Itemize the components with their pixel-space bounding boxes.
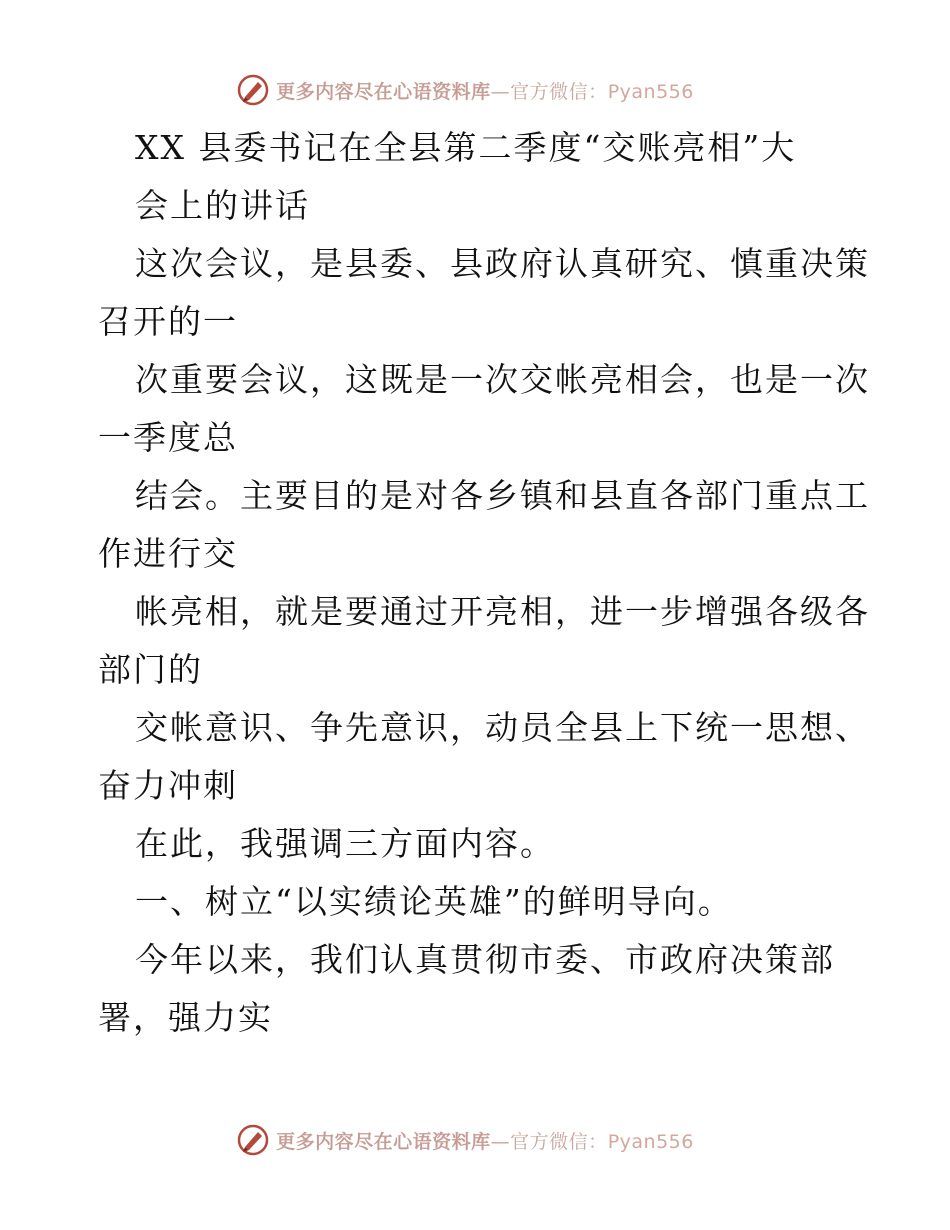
watermark-id: Pyan556 bbox=[607, 1130, 694, 1153]
doc-line: 作进行交 bbox=[98, 534, 238, 573]
doc-line: 结会。主要目的是对各乡镇和县直各部门重点工 bbox=[135, 476, 870, 515]
doc-line: 召开的一 bbox=[98, 302, 238, 341]
doc-line: 次重要会议，这既是一次交帐亮相会，也是一次 bbox=[135, 360, 870, 399]
doc-line: 交帐意识、争先意识，动员全县上下统一思想、 bbox=[135, 708, 870, 747]
header-watermark bbox=[0, 70, 950, 110]
watermark-main: 更多内容尽在心语资料库 bbox=[276, 80, 491, 103]
doc-line: 在此，我强调三方面内容。 bbox=[135, 824, 555, 863]
doc-line: 帐亮相，就是要通过开亮相，进一步增强各级各 bbox=[135, 592, 870, 631]
doc-title-line-1: XX 县委书记在全县第二季度“交账亮相”大 bbox=[135, 128, 797, 167]
pen-logo-icon bbox=[236, 73, 270, 107]
watermark-text bbox=[276, 1127, 694, 1154]
doc-line: 这次会议，是县委、县政府认真研究、慎重决策 bbox=[135, 244, 870, 283]
doc-heading-1: 一、树立“以实绩论英雄”的鲜明导向。 bbox=[135, 882, 733, 921]
doc-line: 今年以来，我们认真贯彻市委、市政府决策部 bbox=[135, 940, 835, 979]
watermark-dash: —官方微信： bbox=[490, 80, 608, 103]
footer-watermark bbox=[0, 1120, 950, 1160]
watermark-text bbox=[276, 77, 694, 104]
doc-line: 一季度总 bbox=[98, 418, 238, 457]
watermark-id: Pyan556 bbox=[607, 80, 694, 103]
doc-line: 部门的 bbox=[98, 650, 203, 689]
pen-logo-icon bbox=[236, 1123, 270, 1157]
doc-line: 署，强力实 bbox=[98, 998, 273, 1037]
watermark-main: 更多内容尽在心语资料库 bbox=[276, 1130, 491, 1153]
doc-title-line-2: 会上的讲话 bbox=[135, 186, 310, 225]
doc-line: 奋力冲刺 bbox=[98, 766, 238, 805]
watermark-dash: —官方微信： bbox=[490, 1130, 608, 1153]
